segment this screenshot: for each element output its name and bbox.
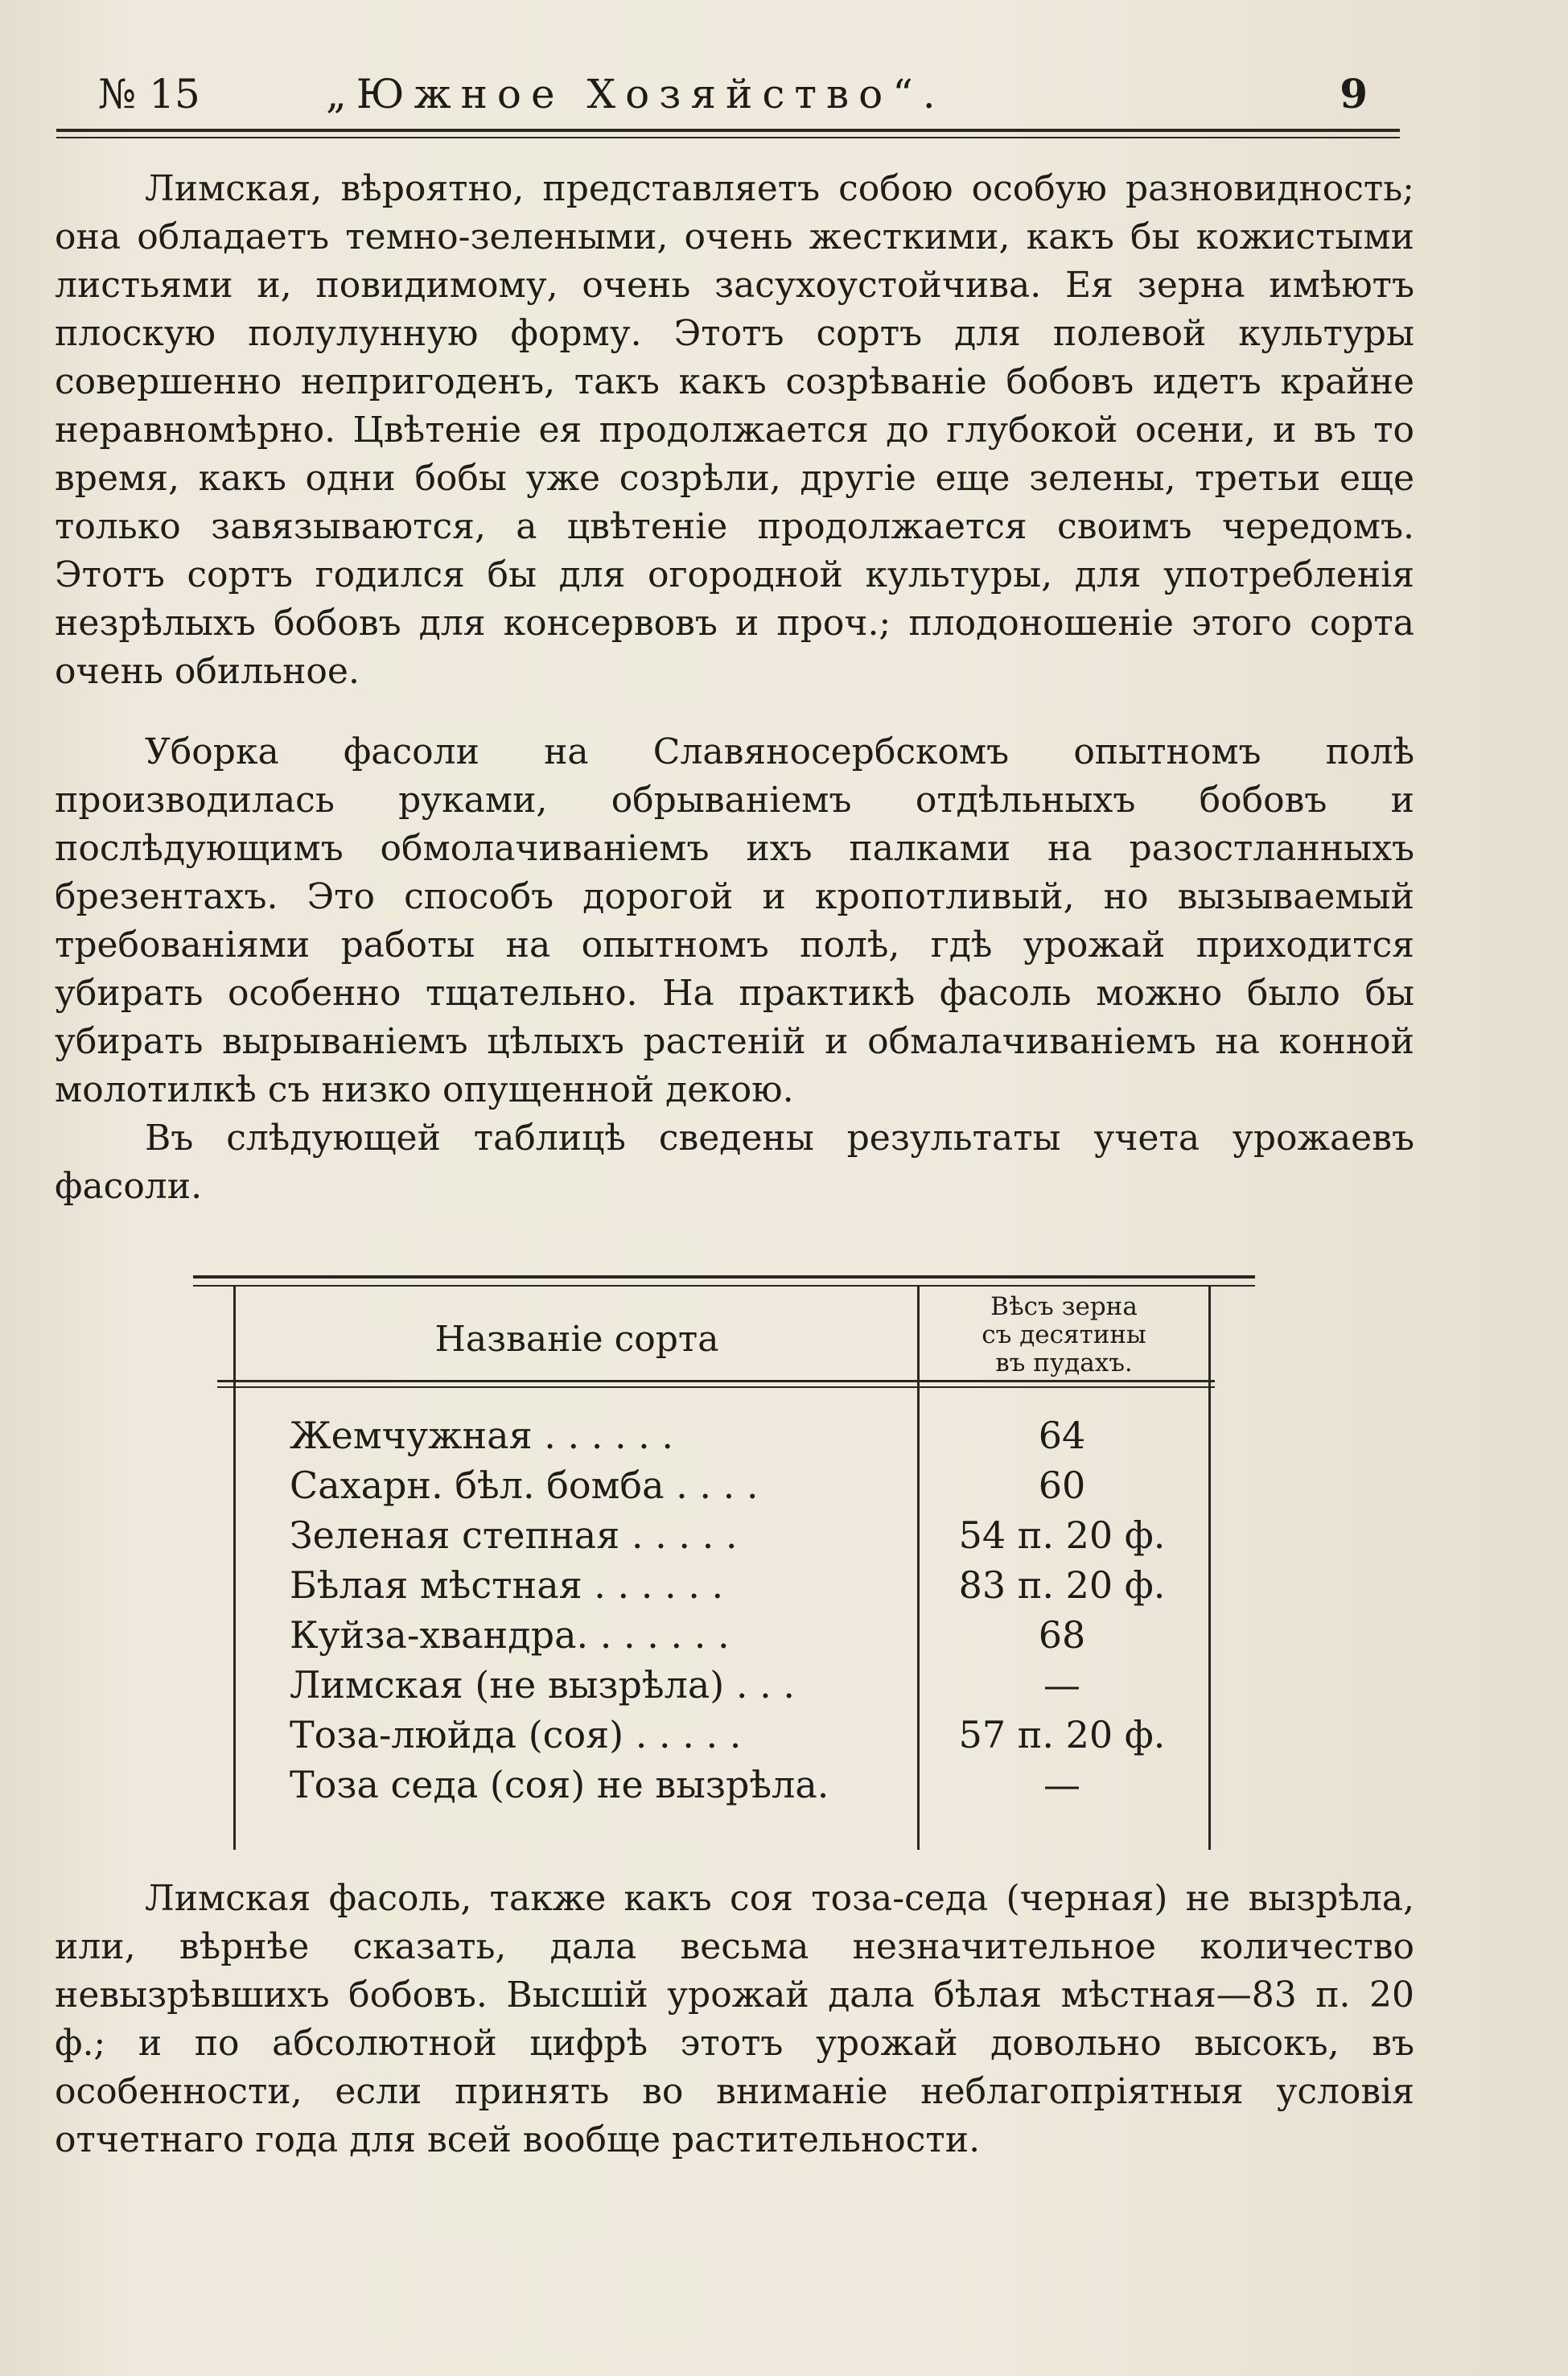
table-row [193, 1660, 1255, 1710]
table-row [193, 1560, 1255, 1610]
table-body [193, 1410, 1255, 1810]
column-header-variety: Названіе сорта [434, 1319, 719, 1360]
table-header-rule-thin [217, 1386, 1215, 1388]
page-number: 9 [1340, 70, 1368, 117]
column-header-weight-line: Вѣсъ зерна [990, 1292, 1138, 1321]
yield-value: 57 п. 20 ф. [958, 1713, 1166, 1756]
running-header [56, 58, 1400, 130]
closing-section [55, 1875, 1414, 2164]
table-header-rule [217, 1380, 1215, 1382]
issue-number: № 15 [98, 71, 200, 117]
variety-name: Бѣлая мѣстная . . . . . . [290, 1563, 724, 1607]
table-row [193, 1760, 1255, 1810]
column-header-weight-line: въ пудахъ. [995, 1349, 1133, 1377]
column-header-weight [921, 1293, 1207, 1378]
yield-value: 64 [1038, 1414, 1086, 1457]
article-body [55, 165, 1414, 1211]
column-header-weight-line: съ десятины [982, 1320, 1146, 1349]
journal-title: „Южное Хозяйство“. [326, 71, 945, 117]
table-top-rule [193, 1275, 1255, 1279]
yield-value: 54 п. 20 ф. [958, 1513, 1166, 1557]
header-rule [56, 129, 1400, 132]
table-row [193, 1510, 1255, 1560]
variety-name: Тоза-люйда (соя) . . . . . [290, 1713, 742, 1756]
variety-name: Сахарн. бѣл. бомба . . . . [290, 1464, 759, 1507]
table-row [193, 1460, 1255, 1510]
paragraph-harvest: Уборка фасоли на Славяносербскомъ опытномъ полѣ производилась руками, обрываніемъ отдѣльныхъ бобовъ и послѣдующимъ обмолачиваніемъ ихъ палками на разостланныхъ брезентахъ. Это способъ дорогой и кропотливый, но вызываемый требованіями работы на опытномъ полѣ, гдѣ урожай приходится убирать особенно тщательно. На практикѣ фасоль можно было бы убирать вырываніемъ цѣлыхъ растеній и обмалачиваніемъ на конной молотилкѣ съ низко опущенной декою. [55, 731, 1414, 1110]
variety-name: Зеленая степная . . . . . [290, 1513, 738, 1557]
yield-value: 60 [1038, 1464, 1086, 1507]
yield-value: — [1043, 1663, 1080, 1707]
yield-value: — [1043, 1763, 1080, 1806]
variety-name: Тоза седа (соя) не вызрѣла. [290, 1763, 829, 1806]
yield-value: 68 [1038, 1613, 1086, 1657]
paragraph-conclusion: Лимская фасоль, также какъ соя тоза-седа (черная) не вызрѣла, или, вѣрнѣе сказать, дала весьма незначительное количество невызрѣвшихъ бобовъ. Высшій урожай дала бѣлая мѣстная—83 п. 20 ф.; и по абсолютной цифрѣ этотъ урожай довольно высокъ, въ особенности, если принять во вниманіе неблагопріятныя условія отчетнаго года для всей вообще растительности. [55, 1878, 1414, 2160]
table-row [193, 1710, 1255, 1760]
header-rule-thin [56, 137, 1400, 138]
variety-name: Лимская (не вызрѣла) . . . [290, 1663, 795, 1707]
variety-name: Жемчужная . . . . . . [290, 1414, 674, 1457]
table-row [193, 1610, 1255, 1660]
yield-table [193, 1275, 1255, 1863]
table-row [193, 1410, 1255, 1460]
yield-value: 83 п. 20 ф. [958, 1563, 1166, 1607]
paragraph-lima: Лимская, вѣроятно, представляетъ собою особую разновидность; она обладаетъ темно-зелеными, очень жесткими, какъ бы кожистыми листьями и, повидимому, очень засухоустойчива. Ея зерна имѣютъ плоскую полулунную форму. Этотъ сортъ для полевой культуры совершенно непригоденъ, такъ какъ созрѣваніе бобовъ идетъ крайне неравномѣрно. Цвѣтеніе ея продолжается до глубокой осени, и въ то время, какъ одни бобы уже созрѣли, другіе еще зелены, третьи еще только завязываются, а цвѣтеніе продолжается своимъ чередомъ. Этотъ сортъ годился бы для огородной культуры, для употребленія незрѣлыхъ бобовъ для консервовъ и проч.; плодоношеніе этого сорта очень обильное. [55, 168, 1414, 692]
variety-name: Куйза-хвандра. . . . . . . [290, 1613, 730, 1657]
paragraph-table-intro: Въ слѣдующей таблицѣ сведены результаты учета урожаевъ фасоли. [55, 1118, 1414, 1207]
table-top-rule-thin [193, 1285, 1255, 1287]
